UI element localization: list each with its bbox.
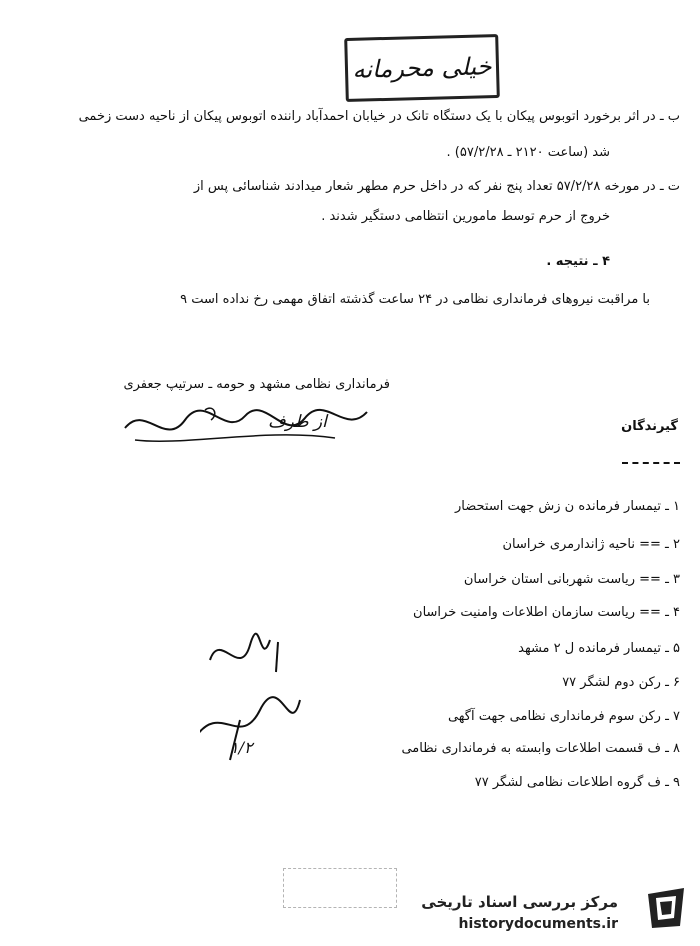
paragraph-b-line-2: شد (ساعت ۲۱۲۰ ـ ۵۷/۲/۲۸) .: [446, 145, 610, 160]
watermark-org-name: مرکز بررسی اسناد تاریخی: [421, 893, 618, 911]
signature-handwriting: از طرف: [268, 412, 327, 432]
recipient-item-4: ۴ ـ == ریاست سازمان اطلاعات وامنیت خراسان: [413, 605, 680, 620]
faint-archive-stamp: [283, 868, 397, 908]
recipient-item-1: ۱ ـ تیمسار فرمانده ن زش جهت استحضار: [455, 499, 680, 514]
recipients-underline: [622, 462, 680, 464]
result-text: با مراقبت نیروهای فرمانداری نظامی در ۲۴ ساعت گذشته اتفاق مهمی رخ نداده است ۹: [180, 292, 650, 307]
recipient-item-9: ۹ ـ ف گروه اطلاعات نظامی لشگر ۷۷: [474, 775, 680, 790]
handwritten-annotation: [200, 620, 320, 770]
recipient-item-3: ۳ ـ == ریاست شهربانی استان خراسان: [463, 572, 680, 587]
handwritten-annotation-icon: [200, 620, 320, 770]
recipients-heading: گیرندگان: [621, 419, 678, 434]
paragraph-t-line-2: خروج از حرم توسط مامورین انتظامی دستگیر شدند .: [321, 209, 610, 224]
recipient-item-5: ۵ ـ تیمسار فرمانده ل ۲ مشهد: [518, 641, 680, 656]
watermark-url: historydocuments.ir: [458, 916, 618, 932]
signature-title: فرمانداری نظامی مشهد و حومه ـ سرتیپ جعفری: [123, 377, 390, 392]
recipient-item-8: ۸ ـ ف قسمت اطلاعات وابسته به فرمانداری نظامی: [401, 741, 680, 756]
paragraph-b-line-1: ب ـ در اثر برخورد اتوبوس پیکان با یک دستگاه تانک در خیابان احمدآباد راننده اتوبوس پیکان از ناحیه دست زخمی: [78, 109, 680, 124]
classification-stamp-text: خیلی محرمانه: [352, 52, 492, 84]
recipient-item-2: ۲ ـ == ناحیه ژاندارمری خراسان: [502, 537, 680, 552]
recipient-item-6: ۶ ـ رکن دوم لشگر ۷۷: [562, 675, 680, 690]
paragraph-t-line-1: ت ـ در مورخه ۵۷/۲/۲۸ تعداد پنج نفر که در داخل حرم مطهر شعار میدادند شناسائی پس از: [193, 179, 680, 194]
result-heading: ۴ ـ نتیجه .: [546, 254, 610, 269]
recipient-item-7: ۷ ـ رکن سوم فرمانداری نظامی جهت آگهی: [447, 709, 680, 724]
archive-logo-icon: [644, 886, 688, 930]
signature-scribble: [105, 398, 405, 450]
annotation-text: ۱/۲: [230, 738, 253, 757]
classification-stamp: [344, 34, 500, 102]
signature-scribble-icon: [105, 398, 405, 450]
